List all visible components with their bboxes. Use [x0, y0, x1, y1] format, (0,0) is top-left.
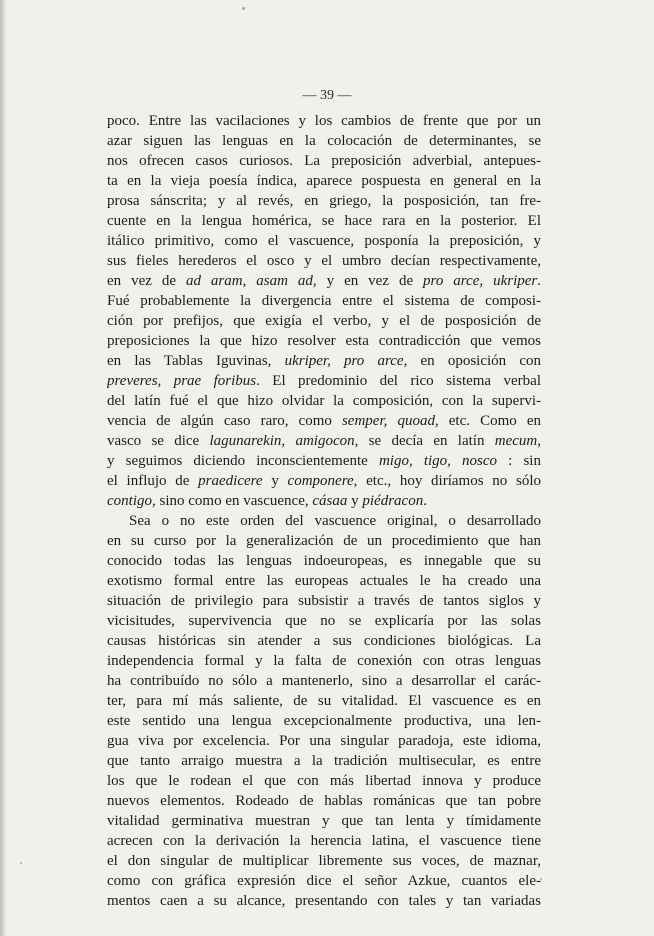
text-line	[107, 411, 541, 431]
text-line	[107, 251, 541, 271]
page-edge-shadow	[0, 0, 6, 936]
text-run: causas históricas sin atender a sus condiciones biológicas. La	[107, 633, 541, 649]
text-run: sus fieles herederos el osco y el umbro decían respectivamente,	[107, 253, 541, 269]
text-run: y	[347, 493, 363, 509]
page-number: — 39 —	[302, 88, 352, 103]
text-run: ter, para mí más saliente, de su vitalidad. El vascuence es en	[107, 693, 541, 709]
text-line	[107, 331, 541, 351]
italic-term: ukriper, pro arce	[284, 353, 404, 369]
text-run: .	[537, 273, 541, 289]
text-line	[107, 831, 541, 851]
text-run: ción por prefijos, que exigía el verbo, y el de posposición de	[107, 313, 541, 329]
text-run: en vez de	[107, 273, 186, 289]
text-run: .	[423, 493, 427, 509]
text-line	[107, 811, 541, 831]
text-line	[107, 591, 541, 611]
text-line	[107, 231, 541, 251]
paragraph	[107, 111, 541, 511]
text-run: : sin	[497, 453, 541, 469]
text-run: , etc. Como en	[434, 413, 541, 429]
text-line	[107, 891, 541, 911]
text-line	[107, 531, 541, 551]
text-line	[107, 391, 541, 411]
text-run: el influjo de	[107, 473, 199, 489]
text-run: , en oposición con	[403, 353, 541, 369]
text-line	[107, 131, 541, 151]
text-line	[107, 111, 541, 131]
italic-term: praedicere	[198, 473, 263, 489]
italic-term: cásaa	[312, 493, 348, 509]
text-line	[107, 871, 541, 891]
text-line	[107, 471, 541, 491]
text-run: ha contribuído no sólo a mantenerlo, sino a desarrollar el carác-	[107, 673, 541, 689]
paper-speck	[242, 7, 245, 10]
text-run: conocido todas las lenguas indoeuropeas, es innegable que su	[107, 553, 541, 569]
text-line	[107, 491, 541, 511]
text-run: vasco se dice	[107, 433, 210, 449]
text-line	[107, 191, 541, 211]
text-line	[107, 171, 541, 191]
italic-term: lagunarekin, amigocon	[209, 433, 355, 449]
text-run: Sea o no este orden del vascuence original, o desarrollado	[129, 513, 541, 529]
text-run: situación de privilegio para subsistir a través de tantos siglos y	[107, 593, 541, 609]
italic-term: migo, tigo, nosco	[378, 453, 498, 469]
text-line	[107, 751, 541, 771]
text-run: como con gráfica expresión dice el señor Azkue, cuantos ele-	[107, 873, 541, 889]
text-run: , sino como en vascuence,	[152, 493, 313, 509]
text-line	[107, 511, 541, 531]
italic-term: contigo	[107, 493, 152, 509]
text-run: prosa sánscrita; y al revés, en griego, la posposición, tan fre-	[107, 193, 541, 209]
text-run: del latín fué el que hizo olvidar la composición, con la supervi-	[107, 393, 541, 409]
text-run: azar siguen las lenguas en la colocación de determinantes, se	[107, 133, 541, 149]
text-line	[107, 371, 541, 391]
text-line	[107, 791, 541, 811]
text-run: vitalidad germinativa muestran y que tan lenta y tímidamente	[107, 813, 541, 829]
text-run: ,	[537, 433, 541, 449]
italic-term: semper, quoad	[341, 413, 435, 429]
paper-speck	[20, 862, 22, 864]
text-line	[107, 691, 541, 711]
text-run: . El predominio del rico sistema verbal	[256, 373, 541, 389]
text-run: que tanto arraigo muestra a la tradición multisecular, es entre	[107, 753, 541, 769]
text-line	[107, 351, 541, 371]
text-line	[107, 291, 541, 311]
body-text	[107, 111, 541, 911]
italic-term: ad aram, asam ad	[185, 273, 313, 289]
text-run: acrecen con la derivación la herencia latina, el vascuence tiene	[107, 833, 541, 849]
text-line	[107, 851, 541, 871]
text-line	[107, 651, 541, 671]
text-line	[107, 731, 541, 751]
paragraph	[107, 511, 541, 911]
text-run: este sentido una lengua excepcionalmente productiva, una len-	[107, 713, 541, 729]
text-line	[107, 551, 541, 571]
text-line	[107, 711, 541, 731]
text-run: , etc., hoy diríamos no sólo	[353, 473, 541, 489]
text-run: los que le rodean el que con más libertad innova y produce	[107, 773, 541, 789]
text-run: vencia de algún caso raro, como	[107, 413, 342, 429]
italic-term: componere	[287, 473, 354, 489]
italic-term: pro arce, ukriper	[423, 273, 538, 289]
text-line	[107, 211, 541, 231]
text-run: el don singular de multiplicar libremente sus voces, de maznar,	[107, 853, 541, 869]
text-run: itálico primitivo, como el vascuence, posponía la preposición, y	[107, 233, 541, 249]
text-line	[107, 571, 541, 591]
text-line	[107, 271, 541, 291]
text-run: poco. Entre las vacilaciones y los cambios de frente que por un	[107, 113, 541, 129]
text-line	[107, 631, 541, 651]
text-run: gua viva por excelencia. Por una singular paradoja, este idioma,	[107, 733, 541, 749]
text-line	[107, 671, 541, 691]
text-run: nos ofrecen casos curiosos. La preposición adverbial, antepues-	[107, 153, 541, 169]
text-run: Fué probablemente la divergencia entre el sistema de composi-	[107, 293, 541, 309]
text-run: en su curso por la generalización de un procedimiento que han	[107, 533, 541, 549]
text-line	[107, 431, 541, 451]
text-run: preposiciones la que hizo resolver esta contradicción que vemos	[107, 333, 541, 349]
text-line	[107, 611, 541, 631]
text-run: exotismo formal entre las europeas actuales le ha creado una	[107, 573, 541, 589]
text-run: mentos caen a su alcance, presentando con tales y tan variadas	[107, 893, 541, 909]
italic-term: preveres, prae foribus	[107, 373, 257, 389]
text-run: cuente en la lengua homérica, se hace rara en la posterior. El	[107, 213, 541, 229]
text-line	[107, 151, 541, 171]
text-line	[107, 451, 541, 471]
text-run: , se decía en latín	[354, 433, 495, 449]
text-run: en las Tablas Iguvinas,	[107, 353, 285, 369]
text-run: y	[262, 473, 288, 489]
text-run: , y en vez de	[312, 273, 424, 289]
italic-term: mecum	[494, 433, 538, 449]
italic-term: piédracon	[362, 493, 424, 509]
text-run: independencia formal y la falta de conexión con otras lenguas	[107, 653, 541, 669]
text-line	[107, 771, 541, 791]
text-run: nuevos elementos. Rodeado de hablas románicas que tan pobre	[107, 793, 541, 809]
text-line	[107, 311, 541, 331]
text-run: y seguimos diciendo inconscientemente	[107, 453, 379, 469]
text-run: vicisitudes, supervivencia que no se explicaría por las solas	[107, 613, 541, 629]
text-run: ta en la vieja poesía índica, aparece pospuesta en general en la	[107, 173, 541, 189]
